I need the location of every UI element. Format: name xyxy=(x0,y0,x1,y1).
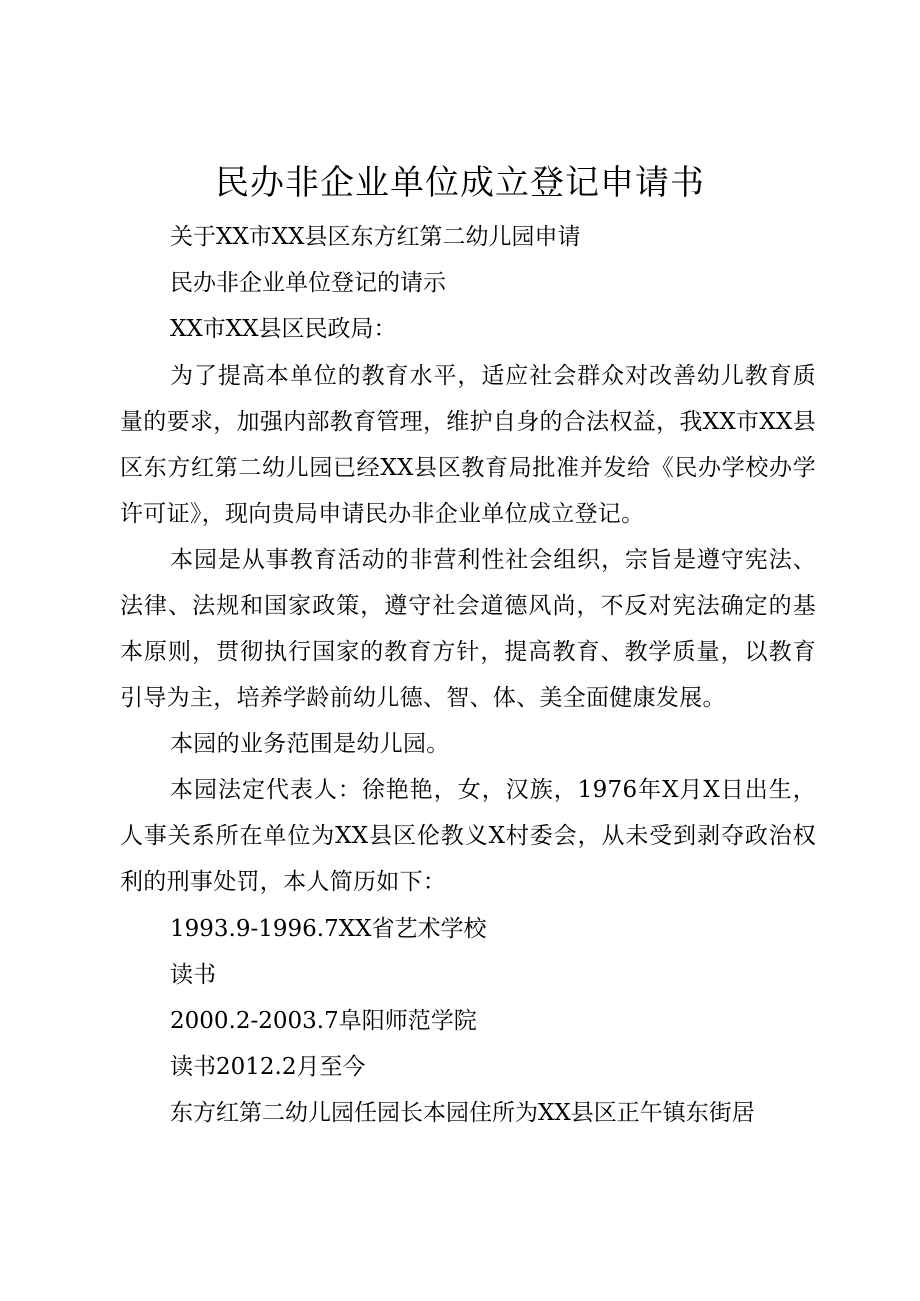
subtitle-line-2: 民办非企业单位登记的请示 xyxy=(170,270,446,296)
resume-line-1: 1993.9-1996.7XX省艺术学校 xyxy=(170,916,487,942)
paragraph-1: 为了提高本单位的教育水平，适应社会群众对改善幼儿教育质量的要求，加强内部教育管理，维护自身的合法权益，我XX市XX县区东方红第二幼儿园已经XX县区教育局批准并发给《民办学校办学许可证》，现向贵局申请民办非企业单位成立登记。 xyxy=(120,363,816,527)
addressee: XX市XX县区民政局： xyxy=(170,316,397,342)
paragraph-2: 本园是从事教育活动的非营利性社会组织，宗旨是遵守宪法、法律、法规和国家政策，遵守社会道德风尚，不反对宪法确定的基本原则，贯彻执行国家的教育方针，提高教育、教学质量，以教育引导为主，培养学龄前幼儿德、智、体、美全面健康发展。 xyxy=(120,547,816,711)
resume-line-3: 2000.2-2003.7阜阳师范学院 xyxy=(170,1008,477,1034)
subtitle-line-1: 关于XX市XX县区东方红第二幼儿园申请 xyxy=(170,224,581,250)
resume-line-5: 东方红第二幼儿园任园长本园住所为XX县区正午镇东街居 xyxy=(170,1100,755,1126)
resume-line-4: 读书2012.2月至今 xyxy=(170,1054,366,1080)
paragraph-4: 本园法定代表人：徐艳艳，女，汉族，1976年X月X日出生，人事关系所在单位为XX县区伦教义X村委会，从未受到剥夺政治权利的刑事处罚，本人简历如下： xyxy=(120,777,816,895)
paragraph-3: 本园的业务范围是幼儿园。 xyxy=(170,731,450,757)
resume-line-2: 读书 xyxy=(170,962,216,988)
document-title: 民办非企业单位成立登记申请书 xyxy=(215,163,705,203)
